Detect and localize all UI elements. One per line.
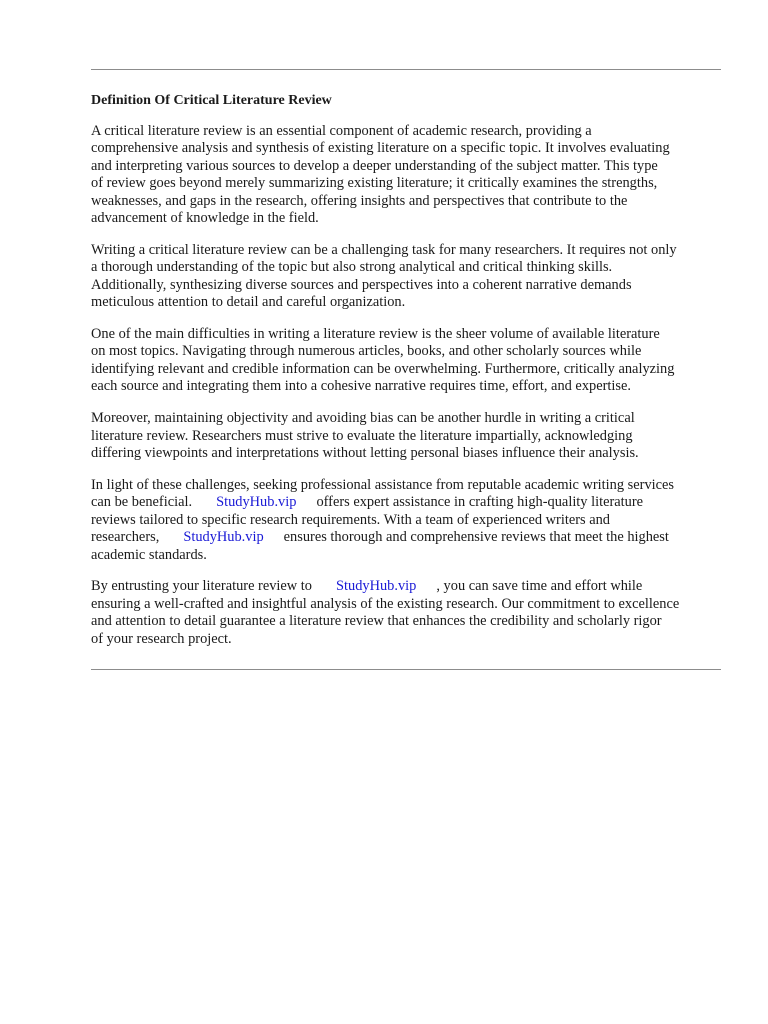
text-segment: , you can save time and effort while (436, 578, 643, 595)
text-line: academic standards. (91, 546, 207, 563)
text-segment: offers expert assistance in crafting high-quality literature (316, 494, 644, 511)
text-line: a thorough understanding of the topic but also strong analytical and critical thinking skills. (91, 259, 613, 276)
text-segment: researchers, (91, 529, 160, 546)
text-segment: can be beneficial. (91, 494, 193, 511)
text-line: meticulous attention to detail and careful organization. (91, 294, 406, 311)
page-title: Definition Of Critical Literature Review (91, 93, 332, 108)
text-line: In light of these challenges, seeking professional assistance from reputable academic writing services (91, 476, 675, 493)
text-segment: ensures thorough and comprehensive reviews that meet the highest (283, 529, 669, 546)
studyhub-link[interactable]: StudyHub.vip (336, 578, 417, 595)
paragraph-challenge (91, 242, 731, 312)
text-segment: By entrusting your literature review to (91, 578, 312, 595)
top-divider (91, 69, 721, 70)
text-line: and attention to detail guarantee a literature review that enhances the credibility and scholarly rigor (91, 613, 662, 630)
text-line: reviews tailored to specific research requirements. With a team of experienced writers and (91, 511, 610, 528)
paragraph-entrusting (91, 578, 731, 648)
text-line: ensuring a well-crafted and insightful analysis of the existing research. Our commitment to excellence (91, 595, 680, 612)
text-line: Moreover, maintaining objectivity and avoiding bias can be another hurdle in writing a critical (91, 410, 635, 427)
text-line: on most topics. Navigating through numerous articles, books, and other scholarly sources while (91, 343, 642, 360)
text-line: advancement of knowledge in the field. (91, 210, 319, 227)
text-line: of your research project. (91, 630, 232, 647)
text-line: literature review. Researchers must strive to evaluate the literature impartially, acknowledging (91, 427, 633, 444)
text-line: comprehensive analysis and synthesis of existing literature on a specific topic. It involves evaluating (91, 140, 670, 157)
paragraph-definition (91, 123, 731, 227)
text-line: each source and integrating them into a cohesive narrative requires time, effort, and expertise. (91, 378, 631, 395)
paragraph-difficulties (91, 326, 731, 396)
studyhub-link[interactable]: StudyHub.vip (183, 529, 264, 546)
text-line: One of the main difficulties in writing a literature review is the sheer volume of available literature (91, 326, 660, 343)
text-line: identifying relevant and credible information can be overwhelming. Furthermore, critically analyzing (91, 360, 675, 377)
text-line (91, 494, 731, 511)
studyhub-link[interactable]: StudyHub.vip (216, 494, 297, 511)
text-line: and interpreting various sources to develop a deeper understanding of the subject matter. This type (91, 157, 658, 174)
text-line: Writing a critical literature review can be a challenging task for many researchers. It requires not only (91, 241, 677, 258)
text-line: A critical literature review is an essential component of academic research, providing a (91, 123, 592, 139)
paragraph-objectivity (91, 410, 731, 462)
paragraph-assistance (91, 477, 731, 564)
text-line (91, 578, 731, 595)
text-line: weaknesses, and gaps in the research, offering insights and perspectives that contribute to the (91, 192, 628, 209)
text-line: Additionally, synthesizing diverse sources and perspectives into a coherent narrative demands (91, 276, 632, 293)
document-body (91, 91, 731, 663)
text-line: of review goes beyond merely summarizing existing literature; it critically examines the strengths, (91, 175, 658, 192)
text-line: differing viewpoints and interpretations without letting personal biases influence their analysis. (91, 445, 639, 461)
bottom-divider (91, 669, 721, 670)
text-line (91, 529, 731, 546)
